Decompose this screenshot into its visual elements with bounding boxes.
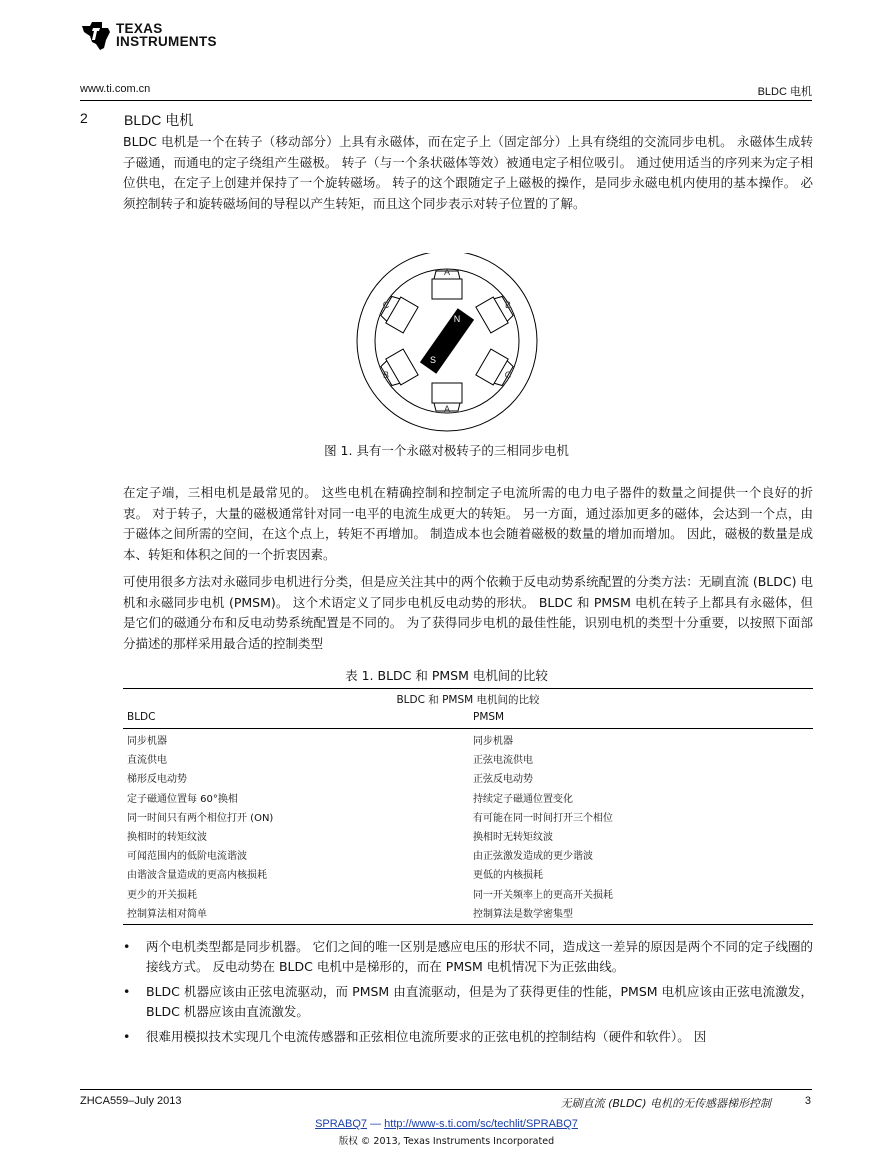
header-divider bbox=[80, 100, 812, 101]
footer-doc-id: ZHCA559–July 2013 bbox=[80, 1095, 182, 1107]
paragraph-intro: BLDC 电机是一个在转子（移动部分）上具有永磁体，而在定子上（固定部分）上具有绕组的交流同步电机。 永磁体生成转子磁通，而通电的定子绕组产生磁极。 转子（与一个条状磁体等效）被通电定子相位吸引。 通过使用适当的序列来为定子相位供电，在定子上创建并保持了一个旋转磁场。 转子的这个跟随定子上磁极的操作，是同步永磁电机内使用的基本操作。 必须控制转子和旋转磁场间的导程以产生转矩，而且这个同步表示对转子位置的了解。 bbox=[123, 134, 813, 211]
footer-link-id[interactable]: SPRABQ7 bbox=[315, 1118, 368, 1130]
header-url[interactable]: www.ti.com.cn bbox=[80, 83, 151, 95]
list-item: • 两个电机类型都是同步机器。 它们之间的唯一区别是感应电压的形状不同，造成这一差异的原因是两个不同的定子线圈的接线方式。 反电动势在 BLDC 电机中是梯形的，而在 PMSM 电机情况下为正弦曲线。 bbox=[123, 939, 813, 974]
footer-link[interactable] bbox=[0, 1118, 893, 1130]
motor-diagram bbox=[350, 253, 544, 433]
footer-copyright: 版权 © 2013, Texas Instruments Incorporated bbox=[338, 1136, 555, 1147]
table-cell-bldc: 直流供电 bbox=[127, 755, 167, 767]
table-caption: 表 1. BLDC 和 PMSM 电机间的比较 bbox=[345, 668, 548, 683]
table-cell-pmsm: 由正弦激发造成的更少谐波 bbox=[473, 851, 593, 863]
table-cell-pmsm: 持续定子磁通位置变化 bbox=[473, 793, 573, 805]
label-b-left: B bbox=[382, 370, 390, 380]
table-row bbox=[123, 866, 813, 885]
list-item: • 很难用模拟技术实现几个电流传感器和正弦相位电流所要求的正弦电机的控制结构（硬件和软件）。 因 bbox=[123, 1027, 813, 1047]
table-row bbox=[123, 732, 813, 751]
table-row bbox=[123, 905, 813, 924]
paragraph-classification: 可使用很多方法对永磁同步电机进行分类，但是应关注其中的两个依赖于反电动势系统配置的分类方法：无刷直流 (BLDC) 电机和永磁同步电机 (PMSM)。 这个术语定义了同步电机反电动势的形状。 BLDC 和 PMSM 电机在转子上都具有永磁体，但是它们的磁通分布和反电动势系统配置是不同的。 为了获得同步电机的最佳性能，识别电机的类型十分重要，以按照下面部分描述的那样采用最合适的控制类型 bbox=[123, 574, 813, 651]
footer-link-url[interactable]: http://www-s.ti.com/sc/techlit/SPRABQ7 bbox=[384, 1118, 578, 1130]
table-cell-pmsm: 控制算法是数学密集型 bbox=[473, 908, 573, 920]
table-row bbox=[123, 886, 813, 905]
footer-page-number: 3 bbox=[804, 1095, 811, 1107]
table-bottom-rule bbox=[123, 924, 813, 925]
table-header-rule bbox=[123, 728, 813, 729]
table-top-rule bbox=[123, 688, 813, 689]
label-s: S bbox=[429, 355, 437, 365]
table-header: BLDC 和 PMSM 电机间的比较 bbox=[396, 694, 540, 706]
paragraph-phases: 在定子端，三相电机是最常见的。 这些电机在精确控制和控制定子电流所需的电力电子器件的数量之间提供一个良好的折衷。 对于转子，大量的磁极通常针对同一电平的电流生成更大的转矩。 另一方面，通过添加更多的磁体，会达到一个点，由于磁体之间所需的空间，在这个点上，转矩不再增加。 制造成本也会随着磁极的数量的增加而增加。 因此，磁极的数量是成本、转矩和体积之间的一个折衷因素。 bbox=[123, 485, 813, 562]
table-cell-bldc: 同一时间只有两个相位打开 (ON) bbox=[127, 812, 274, 824]
table-cell-bldc: 更少的开关损耗 bbox=[127, 889, 197, 901]
table-column-pmsm: PMSM bbox=[473, 711, 505, 723]
section-title: BLDC 电机 bbox=[124, 112, 194, 128]
table-cell-bldc: 定子磁通位置每 60°换相 bbox=[127, 793, 238, 805]
table-cell-bldc: 换相时的转矩纹波 bbox=[127, 832, 207, 843]
table-row bbox=[123, 809, 813, 828]
ti-logo-text: TEXAS INSTRUMENTS bbox=[116, 21, 217, 49]
table-cell-bldc: 同步机器 bbox=[127, 736, 167, 747]
label-a-bottom: A bbox=[443, 404, 451, 414]
section-number: 2 bbox=[80, 110, 88, 126]
table-row bbox=[123, 790, 813, 809]
table-cell-pmsm: 同步机器 bbox=[473, 736, 513, 747]
header-section-label: BLDC 电机 bbox=[757, 86, 812, 98]
table-cell-pmsm: 有可能在同一时间打开三个相位 bbox=[473, 812, 613, 824]
table-cell-pmsm: 更低的内核损耗 bbox=[473, 870, 543, 882]
table-row bbox=[123, 751, 813, 770]
bullet-list bbox=[123, 937, 813, 1052]
table-row bbox=[123, 847, 813, 866]
footer-doc-title: 无刷直流 (BLDC) 电机的无传感器梯形控制 bbox=[560, 1097, 771, 1110]
label-b-right: B bbox=[504, 300, 512, 310]
table-cell-bldc: 控制算法相对简单 bbox=[127, 908, 207, 920]
label-c-right: C bbox=[504, 370, 512, 380]
table-cell-bldc: 可闻范围内的低阶电流谐波 bbox=[127, 851, 247, 863]
table-row bbox=[123, 770, 813, 789]
bullet-icon: • bbox=[123, 939, 131, 954]
table-cell-pmsm: 换相时无转矩纹波 bbox=[473, 832, 553, 843]
table-cell-bldc: 梯形反电动势 bbox=[127, 774, 187, 786]
table-cell-pmsm: 正弦反电动势 bbox=[473, 774, 533, 786]
footer-link-separator: — bbox=[370, 1118, 382, 1130]
footer-divider bbox=[80, 1089, 812, 1090]
label-c-left: C bbox=[382, 300, 390, 310]
table-cell-pmsm: 正弦电流供电 bbox=[473, 755, 533, 767]
figure-caption: 图 1. 具有一个永磁对极转子的三相同步电机 bbox=[324, 443, 569, 458]
label-n: N bbox=[453, 314, 461, 324]
bullet-icon: • bbox=[123, 1029, 131, 1044]
bullet-icon: • bbox=[123, 984, 131, 999]
table-cell-pmsm: 同一开关频率上的更高开关损耗 bbox=[473, 889, 613, 901]
table-column-bldc: BLDC bbox=[127, 711, 156, 723]
table-row bbox=[123, 828, 813, 847]
label-a-top: A bbox=[443, 267, 451, 277]
list-item: • BLDC 机器应该由正弦电流驱动，而 PMSM 由直流驱动，但是为了获得更佳的性能，PMSM 电机应该由正弦电流激发，BLDC 机器应该由直流激发。 bbox=[123, 984, 813, 1019]
table-cell-bldc: 由谐波含量造成的更高内核损耗 bbox=[127, 870, 267, 882]
